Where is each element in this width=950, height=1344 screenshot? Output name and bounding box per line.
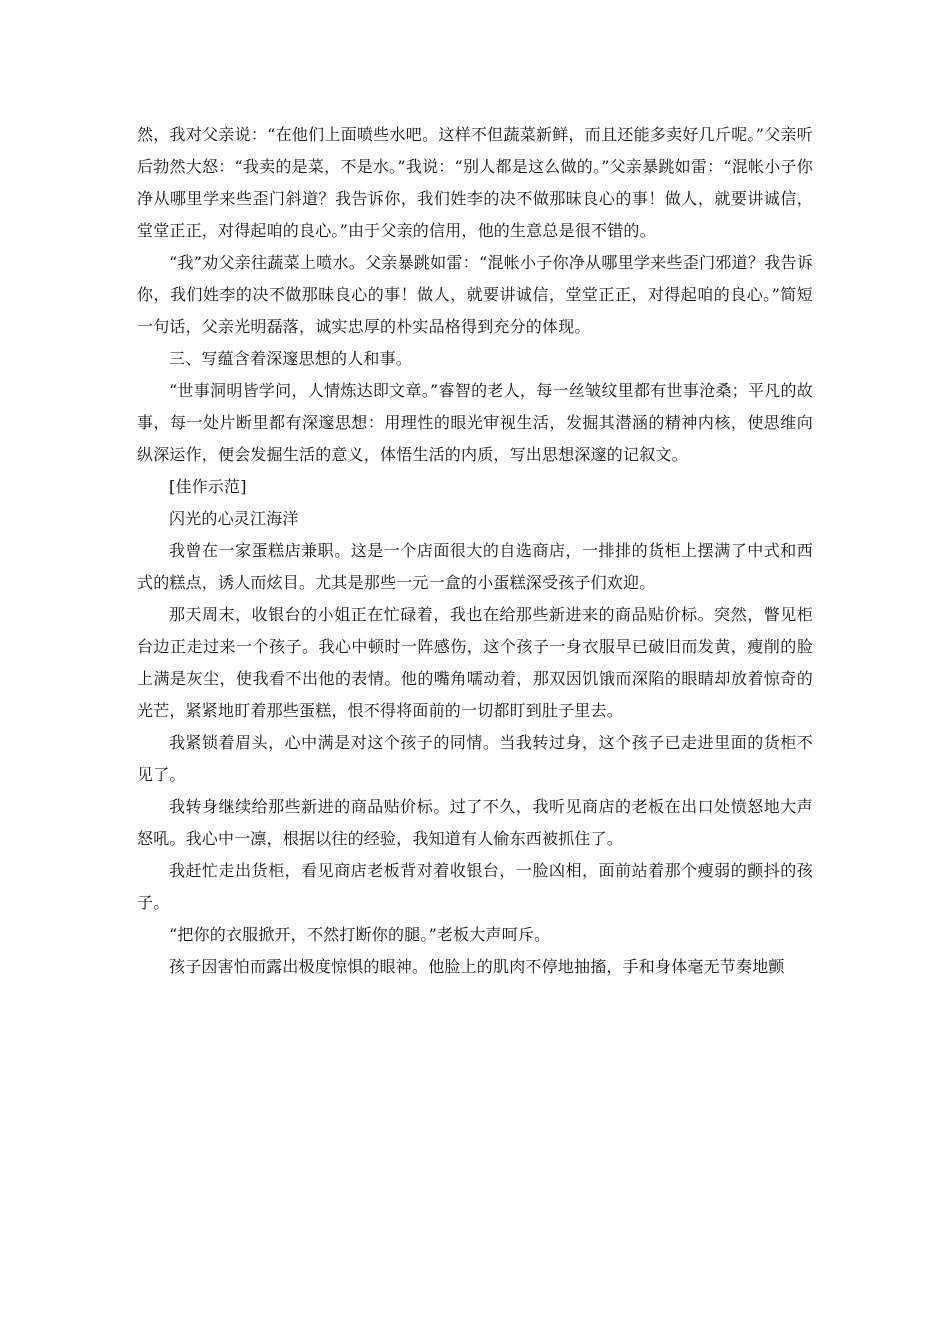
essay-paragraph: “把你的衣服掀开，不然打断你的腿。”老板大声呵斥。	[169, 925, 551, 944]
essay-paragraph: 我紧锁着眉头，心中满是对这个孩子的同情。当我转过身，这个孩子已走进里面的货柜不见了。	[137, 733, 813, 784]
example-label: [佳作示范]	[169, 477, 247, 496]
essay-paragraph: 那天周末，收银台的小姐正在忙碌着，我也在给那些新进来的商品贴价标。突然，瞥见柜台边正走过来一个孩子。我心中顿时一阵感伤，这个孩子一身衣服早已破旧而发黄，瘦削的脸上满是灰尘，使我看不出他的表情。他的嘴角嚅动着，那双因饥饿而深陷的眼睛却放着惊奇的光芒，紧紧地盯着那些蛋糕，恨不得将面前的一切都盯到肚子里去。	[137, 605, 813, 720]
paragraph-continuation: 然，我对父亲说：“在他们上面喷些水吧。这样不但蔬菜新鲜，而且还能多卖好几斤呢。”父亲听后勃然大怒：“我卖的是菜，不是水。”我说：“别人都是这么做的。”父亲暴跳如雷：“混帐小子你净从哪里学来些歪门斜道？我告诉你，我们姓李的决不做那昧良心的事！做人，就要讲诚信，堂堂正正，对得起咱的良心。”由于父亲的信用，他的生意总是很不错的。	[137, 125, 813, 240]
paragraph-explanation: “世事洞明皆学问，人情炼达即文章。”睿智的老人，每一丝皱纹里都有世事沧桑；平凡的故事，每一处片断里都有深邃思想：用理性的眼光审视生活，发掘其潜涵的精神内核，使思维向纵深运作，便会发掘生活的意义，体悟生活的内质，写出思想深邃的记叙文。	[137, 381, 813, 464]
document-body	[137, 119, 813, 983]
essay-paragraph: 我曾在一家蛋糕店兼职。这是一个店面很大的自选商店，一排排的货柜上摆满了中式和西式的糕点，诱人而炫目。尤其是那些一元一盒的小蛋糕深受孩子们欢迎。	[137, 541, 813, 592]
essay-paragraph: 我赶忙走出货柜，看见商店老板背对着收银台，一脸凶相，面前站着那个瘦弱的颤抖的孩子。	[137, 861, 813, 912]
essay-paragraph: 孩子因害怕而露出极度惊惧的眼神。他脸上的肌肉不停地抽搐，手和身体毫无节奏地颤	[169, 957, 785, 976]
essay-paragraph: 我转身继续给那些新进的商品贴价标。过了不久，我听见商店的老板在出口处愤怒地大声怒吼。我心中一凛，根据以往的经验，我知道有人偷东西被抓住了。	[137, 797, 813, 848]
essay-title: 闪光的心灵江海洋	[169, 509, 299, 528]
section-heading: 三、写蕴含着深邃思想的人和事。	[169, 349, 413, 368]
paragraph-commentary: “我”劝父亲往蔬菜上喷水。父亲暴跳如雷：“混帐小子你净从哪里学来些歪门邪道？我告诉你，我们姓李的决不做那昧良心的事！做人，就要讲诚信，堂堂正正，对得起咱的良心。”简短一句话，父亲光明磊落，诚实忠厚的朴实品格得到充分的体现。	[137, 253, 813, 336]
